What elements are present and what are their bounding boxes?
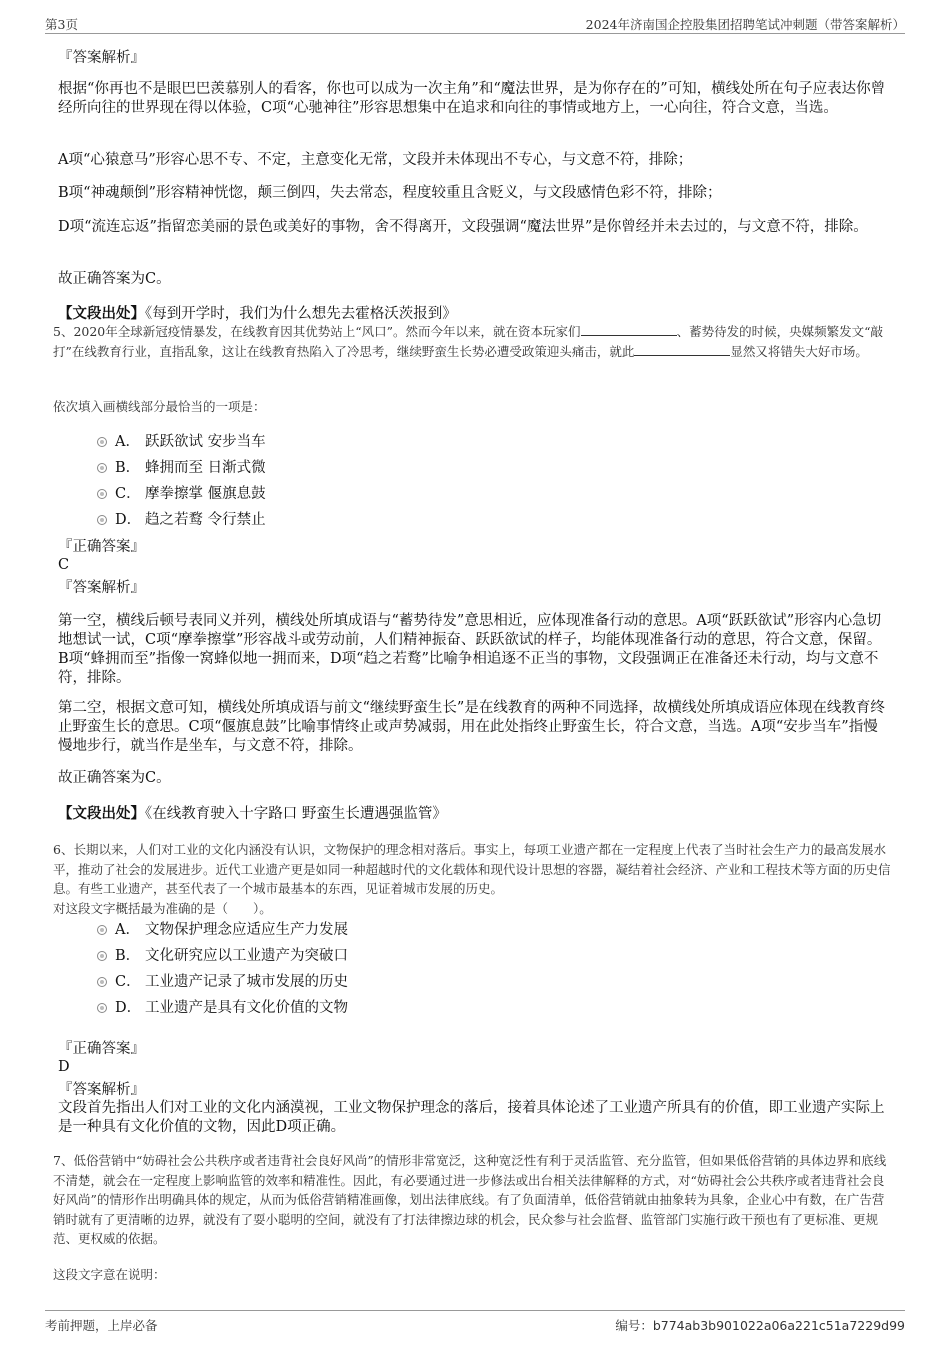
option-text: 摩拳擦掌 偃旗息鼓 bbox=[145, 486, 266, 502]
q6-analysis: 文段首先指出人们对工业的文化内涵漠视，工业文物保护理念的落后，接着具体论述了工业遗产所具有的价值，即工业遗产实际上是一种具有文化价值的文物，因此D项正确。 bbox=[58, 1100, 885, 1135]
q6-stem: 6、长期以来，人们对工业的文化内涵没有认识，文物保护的理念相对落后。事实上，每项工业遗产都在一定程度上代表了当时社会生产力的最高发展水平，推动了社会的发展进步。近代工业遗产更是如同一种超越时代的文化载体和现代设计思想的容器，凝结着社会经济、产业和工程技术等方面的历史信息。有些工业遗产，甚至代表了一个城市最基本的东西，见证着城市发展的历史。 bbox=[53, 842, 891, 896]
radio-icon[interactable] bbox=[97, 951, 107, 961]
radio-icon[interactable] bbox=[97, 489, 107, 499]
q4-source-label: 【文段出处】 bbox=[58, 305, 145, 322]
q5-analysis-p1: 第一空，横线后顿号表同义并列，横线处所填成语与“蓄势待发”意思相近，应体现准备行动的意思。A项“跃跃欲试”形容内心急切地想试一试，C项“摩拳擦掌”形容战斗或劳动前，人们精神振奋、跃跃欲试的样子，均能体现准备行动的意思，符合文意，保留。B项“蜂拥而至”指像一窝蜂似地一拥而来，D项“趋之若鹜”比喻争相追逐不正当的事物，文段强调正在准备还未行动，均与文意不符，排除。 bbox=[58, 613, 882, 686]
q4-analysis-p1: 根据“你再也不是眼巴巴羡慕别人的看客，你也可以成为一次主角”和“魔法世界，是为你存在的”可知，横线处所在句子应表达你曾经所向往的世界现在得以体验，C项“心驰神往”形容思想集中在追求和向往的事情或地方上，一心向往，符合文意，当选。 bbox=[58, 81, 886, 116]
document-id: 编号：b774ab3b901022a06a221c51a7229d99 bbox=[615, 1318, 905, 1333]
q5-answer-label: 『正确答案』 bbox=[58, 539, 145, 555]
q5-analysis-p2: 第二空，根据文意可知，横线处所填成语与前文“继续野蛮生长”是在线教育的两种不同选择，故横线处所填成语应体现在线教育终止野蛮生长的意思。C项“偃旗息鼓”比喻事情终止或声势减弱，用在此处指终止野蛮生长，符合文意，当选。A项“安步当车”指慢慢地步行，就当作是坐车，与文意不符，排除。 bbox=[58, 700, 885, 754]
page-footer bbox=[45, 1310, 905, 1334]
q4-analysis-p3: B项“神魂颠倒”形容精神恍惚，颠三倒四，失去常态，程度较重且含贬义，与文段感情色彩不符，排除； bbox=[58, 185, 722, 201]
option-text: 文化研究应以工业遗产为突破口 bbox=[145, 948, 348, 964]
q4-source bbox=[58, 304, 890, 324]
option-letter: D． bbox=[115, 512, 142, 528]
q5-answer: C bbox=[58, 557, 70, 573]
page-number: 第3页 bbox=[45, 17, 78, 32]
q6-answer-label: 『正确答案』 bbox=[58, 1041, 145, 1057]
q5-prompt: 依次填入画横线部分最恰当的一项是： bbox=[53, 399, 266, 414]
q5-stem bbox=[53, 322, 893, 361]
radio-icon[interactable] bbox=[97, 437, 107, 447]
q5-analysis-label: 『答案解析』 bbox=[58, 580, 145, 596]
q5-conclusion: 故正确答案为C。 bbox=[58, 770, 171, 786]
q4-source-title: 《每到开学时，我们为什么想先去霍格沃茨报到》 bbox=[145, 306, 457, 322]
document-title: 2024年济南国企控股集团招聘笔试冲刺题（带答案解析） bbox=[585, 17, 905, 32]
radio-icon[interactable] bbox=[97, 977, 107, 987]
q7-prompt: 这段文字意在说明： bbox=[53, 1267, 166, 1282]
q5-stem-part2: 、蓄势待发的时候，央媒频繁发文“敲打”在线教育行业，直指乱象，这让在线教育热陷入了冷思考，继续野蛮生长势必遭受政策迎头痛击，就此 bbox=[53, 324, 883, 359]
option-text: 文物保护理念应适应生产力发展 bbox=[145, 922, 348, 938]
q4-analysis-p4: D项“流连忘返”指留恋美丽的景色或美好的事物，舍不得离开，文段强调“魔法世界”是你曾经并未去过的，与文意不符，排除。 bbox=[58, 219, 868, 235]
option-letter: A． bbox=[115, 434, 140, 450]
option-letter: C． bbox=[115, 486, 141, 502]
radio-icon[interactable] bbox=[97, 925, 107, 935]
q5-blank-1 bbox=[581, 324, 677, 336]
q4-analysis-p2: A项“心猿意马”形容心思不专、不定，主意变化无常，文段并未体现出不专心，与文意不符，排除； bbox=[58, 152, 693, 168]
q5-stem-part3: 显然又将错失大好市场。 bbox=[730, 343, 868, 359]
q5-source-label: 【文段出处】 bbox=[58, 805, 145, 822]
option-letter: A． bbox=[115, 922, 140, 938]
q4-conclusion: 故正确答案为C。 bbox=[58, 271, 171, 287]
radio-icon[interactable] bbox=[97, 515, 107, 525]
option-letter: B． bbox=[115, 948, 141, 964]
q6-prompt: 对这段文字概括最为准确的是（ ）。 bbox=[53, 901, 272, 916]
option-letter: B． bbox=[115, 460, 141, 476]
q7-stem: 7、低俗营销中“妨碍社会公共秩序或者违背社会良好风尚”的情形非常宽泛，这种宽泛性有利于灵活监管、充分监管，但如果低俗营销的具体边界和底线不清楚，就会在一定程度上影响监管的效率和精准性。因此，有必要通过进一步修法或出台相关法律解释的方式，对“妨碍社会公共秩序或者违背社会良好风尚”的情形作出明确具体的规定，从而为低俗营销精准画像，划出法律底线。有了负面清单，低俗营销就由抽象转为具象，企业心中有数，在广告营销时就有了更清晰的边界，就没有了耍小聪明的空间，就没有了打法律擦边球的机会，民众参与社会监督、监管部门实施行政干预也有了更标准、更规范、更权威的依据。 bbox=[53, 1153, 887, 1246]
q5-stem-part1: 5、2020年全球新冠疫情暴发，在线教育因其优势站上“风口”。然而今年以来，就在资本玩家们 bbox=[53, 324, 581, 339]
footer-slogan: 考前押题，上岸必备 bbox=[45, 1318, 158, 1333]
radio-icon[interactable] bbox=[97, 463, 107, 473]
q5-blank-2 bbox=[634, 344, 730, 356]
option-letter: D． bbox=[115, 1000, 142, 1016]
option-text: 蜂拥而至 日渐式微 bbox=[145, 460, 266, 476]
q5-source bbox=[58, 804, 890, 824]
radio-icon[interactable] bbox=[97, 1003, 107, 1013]
page-header bbox=[45, 12, 905, 34]
option-text: 跃跃欲试 安步当车 bbox=[145, 434, 266, 450]
q6-analysis-label: 『答案解析』 bbox=[58, 1082, 145, 1098]
q4-analysis-label: 『答案解析』 bbox=[58, 50, 145, 66]
option-letter: C． bbox=[115, 974, 141, 990]
q6-answer: D bbox=[58, 1059, 70, 1075]
option-text: 工业遗产是具有文化价值的文物 bbox=[145, 1000, 348, 1016]
q5-source-title: 《在线教育驶入十字路口 野蛮生长遭遇强监管》 bbox=[145, 806, 447, 822]
option-text: 工业遗产记录了城市发展的历史 bbox=[145, 974, 348, 990]
option-text: 趋之若鹜 令行禁止 bbox=[145, 512, 266, 528]
